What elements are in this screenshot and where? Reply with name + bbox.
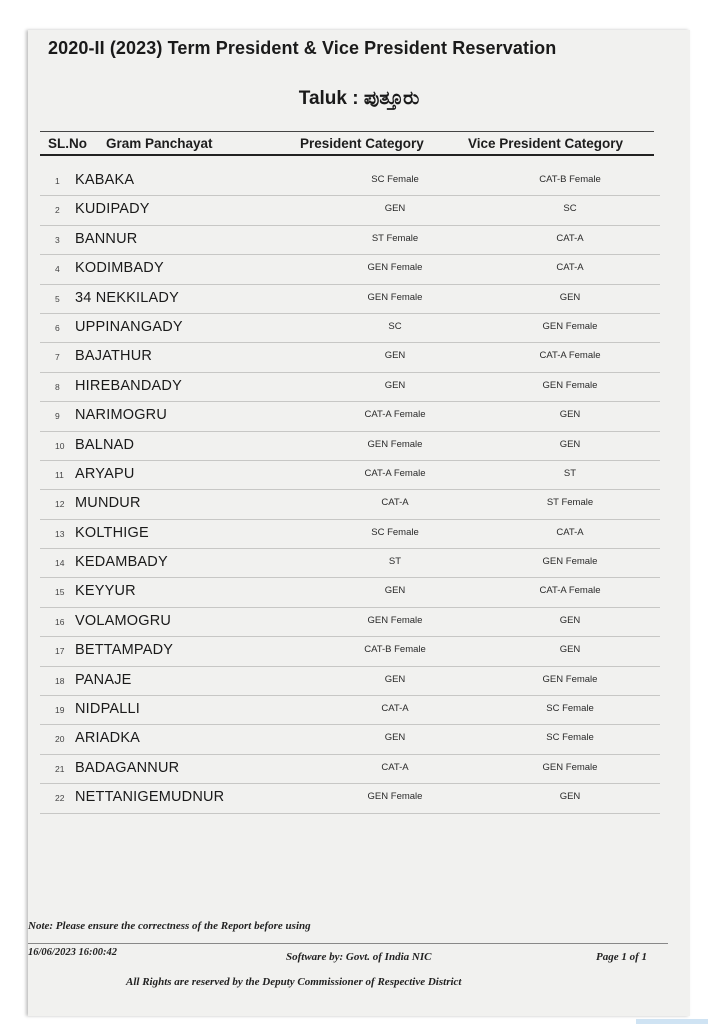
row-sl-no: 12 <box>55 499 65 510</box>
row-vice-president-category: GEN <box>559 438 581 450</box>
table-row <box>40 432 660 461</box>
row-vice-president-category: GEN <box>559 614 581 626</box>
row-vice-president-category: GEN Female <box>542 556 598 568</box>
row-president-category: GEN <box>384 203 406 215</box>
table-row <box>40 196 660 225</box>
report-note: Note: Please ensure the correctness of the Report before using <box>28 920 311 932</box>
table-row <box>40 549 660 578</box>
table-row <box>40 314 660 343</box>
row-gram-panchayat: MUNDUR <box>75 495 141 512</box>
table-row <box>40 343 660 372</box>
row-vice-president-category: GEN <box>559 291 581 303</box>
row-vice-president-category: CAT-A Female <box>539 350 601 362</box>
row-president-category: SC Female <box>371 174 419 185</box>
table-row <box>40 373 660 402</box>
row-sl-no: 5 <box>55 293 60 304</box>
corner-strip <box>636 1019 708 1024</box>
report-page <box>28 30 690 1016</box>
row-sl-no: 15 <box>55 587 65 598</box>
row-vice-president-category: ST Female <box>546 497 594 509</box>
row-gram-panchayat: KOLTHIGE <box>75 524 149 541</box>
row-gram-panchayat: NETTANIGEMUDNUR <box>75 789 225 806</box>
table-row <box>40 608 660 637</box>
row-sl-no: 17 <box>55 646 65 657</box>
row-sl-no: 20 <box>55 734 65 745</box>
column-header-gram-panchayat: Gram Panchayat <box>106 136 213 151</box>
row-gram-panchayat: HIREBANDADY <box>75 377 182 394</box>
page-number: Page 1 of 1 <box>596 951 648 963</box>
row-gram-panchayat: NARIMOGRU <box>75 407 168 424</box>
row-sl-no: 14 <box>55 558 65 569</box>
table-row <box>40 578 660 607</box>
row-vice-president-category: GEN <box>559 791 581 803</box>
row-gram-panchayat: BADAGANNUR <box>75 759 180 776</box>
row-vice-president-category: SC Female <box>546 703 594 715</box>
table-row <box>40 520 660 549</box>
row-vice-president-category: GEN Female <box>542 761 598 773</box>
row-gram-panchayat: BALNAD <box>75 436 135 453</box>
row-president-category: GEN Female <box>367 262 423 274</box>
row-vice-president-category: GEN <box>559 409 581 421</box>
row-sl-no: 6 <box>55 322 60 333</box>
row-sl-no: 22 <box>55 793 65 804</box>
row-president-category: GEN <box>384 350 406 362</box>
row-president-category: ST Female <box>371 232 419 244</box>
column-header-sl-no: SL.No <box>48 136 87 151</box>
row-vice-president-category: CAT-A <box>556 526 584 538</box>
row-gram-panchayat: KODIMBADY <box>75 260 164 277</box>
row-president-category: CAT-A <box>381 761 409 773</box>
row-president-category: GEN <box>384 673 406 685</box>
row-vice-president-category: CAT-A <box>556 232 584 244</box>
row-sl-no: 1 <box>55 176 60 186</box>
row-gram-panchayat: PANAJE <box>75 671 132 688</box>
row-president-category: SC Female <box>371 526 419 538</box>
row-president-category: CAT-A Female <box>364 409 426 421</box>
rights-statement: All Rights are reserved by the Deputy Commissioner of Respective District <box>126 976 462 988</box>
table-row <box>40 402 660 431</box>
row-sl-no: 11 <box>55 469 64 480</box>
row-vice-president-category: SC Female <box>546 732 594 744</box>
row-president-category: CAT-A <box>381 703 409 715</box>
table-row <box>40 490 660 519</box>
software-credit: Software by: Govt. of India NIC <box>286 951 432 963</box>
table-row <box>40 637 660 666</box>
row-vice-president-category: GEN Female <box>542 320 598 332</box>
row-president-category: CAT-A Female <box>364 467 426 479</box>
row-sl-no: 9 <box>55 411 60 422</box>
row-president-category: SC <box>388 320 402 332</box>
row-vice-president-category: CAT-B Female <box>539 174 601 185</box>
row-president-category: GEN Female <box>367 438 423 450</box>
report-title: 2020-II (2023) Term President & Vice President Reservation <box>48 38 557 58</box>
row-gram-panchayat: KABAKA <box>75 172 135 188</box>
header-rule-bottom <box>40 154 654 156</box>
row-gram-panchayat: KEYYUR <box>75 583 136 600</box>
row-vice-president-category: CAT-A <box>556 262 584 274</box>
row-gram-panchayat: ARIADKA <box>75 730 141 747</box>
row-sl-no: 13 <box>55 528 65 539</box>
row-sl-no: 7 <box>55 352 60 363</box>
row-sl-no: 16 <box>55 616 65 627</box>
row-president-category: GEN <box>384 585 406 597</box>
table-row <box>40 667 660 696</box>
table-row <box>40 167 660 196</box>
table-row <box>40 255 660 284</box>
row-vice-president-category: GEN Female <box>542 379 598 391</box>
row-sl-no: 2 <box>55 205 60 216</box>
row-gram-panchayat: UPPINANGADY <box>75 318 183 335</box>
row-gram-panchayat: KUDIPADY <box>75 201 150 218</box>
row-president-category: GEN Female <box>367 614 423 626</box>
column-header-vice-president-category: Vice President Category <box>468 136 624 151</box>
row-president-category: GEN Female <box>367 791 423 803</box>
table-row <box>40 461 660 490</box>
row-sl-no: 3 <box>55 234 60 245</box>
table-row <box>40 755 660 784</box>
row-sl-no: 19 <box>55 705 65 716</box>
row-gram-panchayat: KEDAMBADY <box>75 554 168 571</box>
row-sl-no: 21 <box>55 763 65 774</box>
row-sl-no: 8 <box>55 381 60 392</box>
row-gram-panchayat: VOLAMOGRU <box>75 612 172 629</box>
taluk-subtitle: Taluk : ಪುತ್ತೂರು <box>298 88 420 109</box>
reservation-table <box>40 167 660 814</box>
row-sl-no: 10 <box>55 440 65 451</box>
table-row <box>40 725 660 754</box>
row-gram-panchayat: 34 NEKKILADY <box>75 289 179 306</box>
table-row <box>40 784 660 813</box>
row-president-category: CAT-B Female <box>364 644 426 656</box>
report-timestamp: 16/06/2023 16:00:42 <box>28 947 117 958</box>
row-vice-president-category: ST <box>563 467 577 479</box>
footer-rule <box>28 943 668 944</box>
row-president-category: ST <box>388 556 402 568</box>
row-gram-panchayat: ARYAPU <box>75 465 135 482</box>
row-president-category: CAT-A <box>381 497 409 509</box>
row-gram-panchayat: NIDPALLI <box>75 701 140 718</box>
row-president-category: GEN <box>384 732 406 744</box>
row-gram-panchayat: BETTAMPADY <box>75 642 174 659</box>
row-vice-president-category: SC <box>563 203 577 215</box>
column-header-president-category: President Category <box>300 136 424 151</box>
row-vice-president-category: GEN <box>559 644 581 656</box>
table-row <box>40 226 660 255</box>
row-president-category: GEN <box>384 379 406 391</box>
row-gram-panchayat: BANNUR <box>75 230 138 247</box>
row-gram-panchayat: BAJATHUR <box>75 348 153 365</box>
row-sl-no: 18 <box>55 675 65 686</box>
row-president-category: GEN Female <box>367 291 423 303</box>
header-rule-top <box>40 131 654 132</box>
row-vice-president-category: GEN Female <box>542 673 598 685</box>
table-row <box>40 696 660 725</box>
row-vice-president-category: CAT-A Female <box>539 585 601 597</box>
row-sl-no: 4 <box>55 264 60 275</box>
table-row <box>40 285 660 314</box>
